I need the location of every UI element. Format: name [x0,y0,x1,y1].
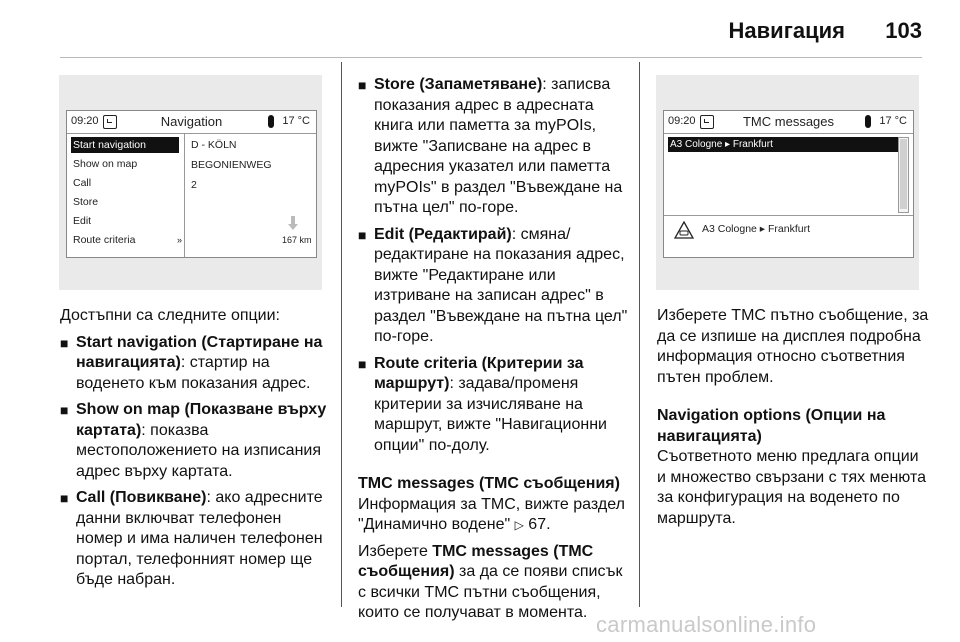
select-prefix: Изберете [358,542,433,560]
bullet-square-icon: ■ [60,490,69,506]
left-text-column [60,306,332,591]
screen-status-bar [664,111,913,134]
scroll-thumb[interactable] [900,139,907,209]
navigation-screen [66,110,317,258]
bullet-call [60,488,332,591]
tmc-select-paragraph [358,542,630,624]
tmc-detail-text: A3 Cologne ▸ Frankfurt [702,223,810,235]
screen-time: 09:20 [668,115,696,127]
bullet-route-criteria [358,354,630,457]
screen-temperature: 17 °C [282,115,310,127]
bullet-square-icon: ■ [358,77,367,93]
menu-item-store[interactable]: Store [73,196,99,208]
screen-title: TMC messages [742,114,835,129]
bullet-desc: : записва показания адрес в адресната книга или паметта за myPOIs, вижте "Записване на адрес в адресния указател или паметта myPOIs" в раздел "Въвеждане на пътна цел" по-горе. [374,76,623,216]
tmc-list-item-selected[interactable]: A3 Cologne ▸ Frankfurt [668,137,901,152]
header-divider [60,57,922,58]
bullet-desc: : ако адресните данни включват телефонен номер и има наличен телефонен портал, телефонният номер ще бъде набран. [76,489,323,588]
menu-item-call[interactable]: Call [73,177,92,189]
tmc-info [358,495,630,536]
menu-item-show-on-map[interactable]: Show on map [73,158,138,170]
select-suffix: за да се появи списък с всички TMC пътни съобщения, които се получават в момента. [358,563,623,621]
address-line-3: 2 [191,179,197,191]
bullet-store [358,75,630,219]
bullet-term: Start navigation (Стартиране на навигацията) [76,333,323,371]
bullet-square-icon: ■ [358,226,367,243]
bullet-edit [358,225,630,348]
chevron-right-icon: » [177,235,183,245]
column-divider-1 [341,62,342,607]
address-line-2: BEGONIENWEG [191,159,272,171]
middle-text-column [358,75,630,624]
page-number: 103 [885,18,922,43]
bullet-desc: : стартир на воденето към показания адрес. [76,354,311,392]
screen-divider [664,215,913,216]
bullet-show-on-map [60,400,332,482]
navigation-screen-figure [59,75,322,290]
page-header [0,0,960,60]
bullet-desc: : показва местоположението на изписания адрес върху картата. [76,421,322,480]
screen-time: 09:20 [71,115,99,127]
screen-temperature: 17 °C [879,115,907,127]
section-title: Навигация [728,18,845,43]
tmc-select-text: Изберете TMC пътно съобщение, за да се изпише на дисплея подробна информация относно съответния пътен проблем. [657,307,929,386]
direction-arrow-icon [288,216,298,230]
thermometer-icon [268,115,274,128]
tmc-heading: TMC messages (TMC съобщения) [358,475,620,492]
bullet-term: Store (Запаметяване) [374,76,543,93]
bullet-term: Edit (Редактирай) [374,225,512,243]
tmc-scrollbar[interactable] [898,137,909,213]
bullet-square-icon: ■ [358,355,367,372]
bullet-desc: : смяна/редактиране на показания адрес, вижте "Редактиране или изтриване на записан адрес" в раздел "Въвеждане на пътна цел" по-горе. [374,225,628,345]
select-term: TMC messages (TMC съобщения) [358,542,594,580]
triangle-right-icon: ▷ [514,518,524,532]
screen-title: Navigation [160,114,223,129]
right-text-column [657,306,929,529]
tmc-ref-page[interactable]: 67. [528,516,551,533]
nav-options-heading: Navigation options (Опции на навигацията) [657,407,886,445]
menu-item-route-criteria[interactable]: Route criteria [73,234,136,246]
bullet-term: Show on map (Показване върху картата) [76,401,327,439]
watermark: carmanualsonline.info [596,612,817,637]
address-line-1: D - KÖLN [191,139,237,151]
screen-divider [184,133,185,257]
bullet-square-icon: ■ [60,402,69,418]
bullet-start-navigation [60,333,332,395]
warning-icon [674,221,694,239]
menu-item-edit[interactable]: Edit [73,215,92,227]
bullet-square-icon: ■ [60,334,69,351]
menu-item-start-navigation[interactable]: Start navigation [71,137,179,153]
bullet-desc: : задава/променя критерии за изчисляване на маршрут, вижте "Навигационни опции" по-долу. [374,375,607,454]
tmc-screen [663,110,914,258]
distance-value: 167 km [282,235,312,245]
bullet-term: Route criteria (Критерии за маршрут) [374,354,584,392]
options-intro: Достъпни са следните опции: [60,307,280,324]
nav-options-text: Съответното меню предлага опции и множество свързани с тях менюта за конфигурация на воденето по маршрута. [657,448,926,527]
tmc-info-text: Информация за TMC, вижте раздел "Динамично водене" [358,495,625,533]
bullet-term: Call (Повикване) [76,489,207,506]
thermometer-icon [865,115,871,128]
screen-status-bar [67,111,316,134]
tmc-screen-figure [656,75,919,290]
column-divider-2 [639,62,640,607]
